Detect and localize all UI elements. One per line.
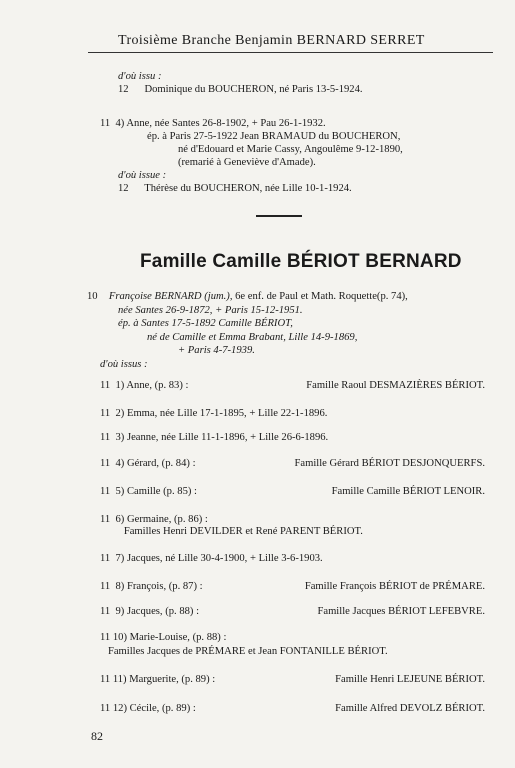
child-entry xyxy=(100,380,485,394)
child-entry xyxy=(100,486,485,500)
generation-number: 10 xyxy=(87,291,98,302)
husband-remarriage: (remarié à Geneviève d'Amade). xyxy=(178,157,316,168)
francoise-name: Françoise BERNARD (jum.) xyxy=(108,291,230,302)
therese-entry: 12 Thérèse du BOUCHERON, née Lille 10-1-1924. xyxy=(118,183,352,194)
child-entry xyxy=(100,646,485,660)
child-family-ref: Famille Gérard BÉRIOT DESJONQUERFS. xyxy=(294,458,485,469)
child-entry xyxy=(100,606,485,620)
child-entry-text: 11 12) Cécile, (p. 89) : xyxy=(100,703,196,714)
child-entry xyxy=(100,553,485,567)
child-entry-text: 11 4) Gérard, (p. 84) : xyxy=(100,458,196,469)
francoise-entry xyxy=(87,290,408,303)
child-entry xyxy=(100,581,485,595)
section-divider xyxy=(256,215,302,217)
child-family-ref: Famille Raoul DESMAZIÈRES BÉRIOT. xyxy=(306,380,485,391)
francoise-dates: née Santes 26-9-1872, + Paris 15-12-1951. xyxy=(118,305,303,316)
child-entry xyxy=(100,432,485,446)
husband-birth: né d'Edouard et Marie Cassy, Angoulême 9-12-1890, xyxy=(178,144,403,155)
child-entry xyxy=(100,408,485,422)
dominique-entry: 12 Dominique du BOUCHERON, né Paris 13-5-1924. xyxy=(118,84,363,95)
child-entry-text: Familles Henri DEVILDER et René PARENT BÉRIOT. xyxy=(100,526,363,537)
child-entry xyxy=(100,703,485,717)
issu-label: d'où issu : xyxy=(118,71,162,82)
francoise-marriage: ép. à Santes 17-5-1892 Camille BÉRIOT, xyxy=(118,318,293,329)
child-entry-text: 11 5) Camille (p. 85) : xyxy=(100,486,197,497)
anne-entry: 11 4) Anne, née Santes 26-8-1902, + Pau 26-1-1932. xyxy=(100,118,326,129)
running-header: Troisième Branche Benjamin BERNARD SERRET xyxy=(118,33,425,48)
child-entry-text: 11 9) Jacques, (p. 88) : xyxy=(100,606,200,617)
child-entry xyxy=(100,526,485,540)
child-entry-text: 11 10) Marie-Louise, (p. 88) : xyxy=(100,632,227,643)
header-rule xyxy=(88,52,493,53)
child-family-ref: Famille Camille BÉRIOT LENOIR. xyxy=(331,486,485,497)
camille-death: + Paris 4-7-1939. xyxy=(178,345,255,356)
page-number: 82 xyxy=(91,729,103,743)
issus-label: d'où issus : xyxy=(100,359,148,370)
issue-label: d'où issue : xyxy=(118,170,167,181)
camille-birth: né de Camille et Emma Brabant, Lille 14-9-1869, xyxy=(147,332,358,343)
child-entry-text: 11 7) Jacques, né Lille 30-4-1900, + Lille 3-6-1903. xyxy=(100,553,323,564)
child-entry-text: 11 1) Anne, (p. 83) : xyxy=(100,380,189,391)
child-entry xyxy=(100,632,485,646)
anne-marriage: ép. à Paris 27-5-1922 Jean BRAMAUD du BOUCHERON, xyxy=(147,131,401,142)
child-family-ref: Famille Jacques BÉRIOT LEFEBVRE. xyxy=(317,606,485,617)
child-entry-text: 11 8) François, (p. 87) : xyxy=(100,581,203,592)
child-family-ref: Famille Alfred DEVOLZ BÉRIOT. xyxy=(335,703,485,714)
child-entry-text: 11 2) Emma, née Lille 17-1-1895, + Lille 22-1-1896. xyxy=(100,408,328,419)
child-entry xyxy=(100,674,485,688)
child-entry-text: 11 6) Germaine, (p. 86) : xyxy=(100,514,208,525)
child-family-ref: Famille François BÉRIOT de PRÉMARE. xyxy=(304,581,485,592)
child-entry-text: Familles Jacques de PRÉMARE et Jean FONTANILLE BÉRIOT. xyxy=(100,646,388,657)
child-entry-text: 11 11) Marguerite, (p. 89) : xyxy=(100,674,216,685)
child-entry xyxy=(100,458,485,472)
child-family-ref: Famille Henri LEJEUNE BÉRIOT. xyxy=(335,674,485,685)
section-title: Famille Camille BÉRIOT BERNARD xyxy=(140,251,462,272)
francoise-parents: , 6e enf. de Paul et Math. Roquette(p. 74), xyxy=(229,291,408,302)
child-entry-text: 11 3) Jeanne, née Lille 11-1-1896, + Lille 26-6-1896. xyxy=(100,432,329,443)
